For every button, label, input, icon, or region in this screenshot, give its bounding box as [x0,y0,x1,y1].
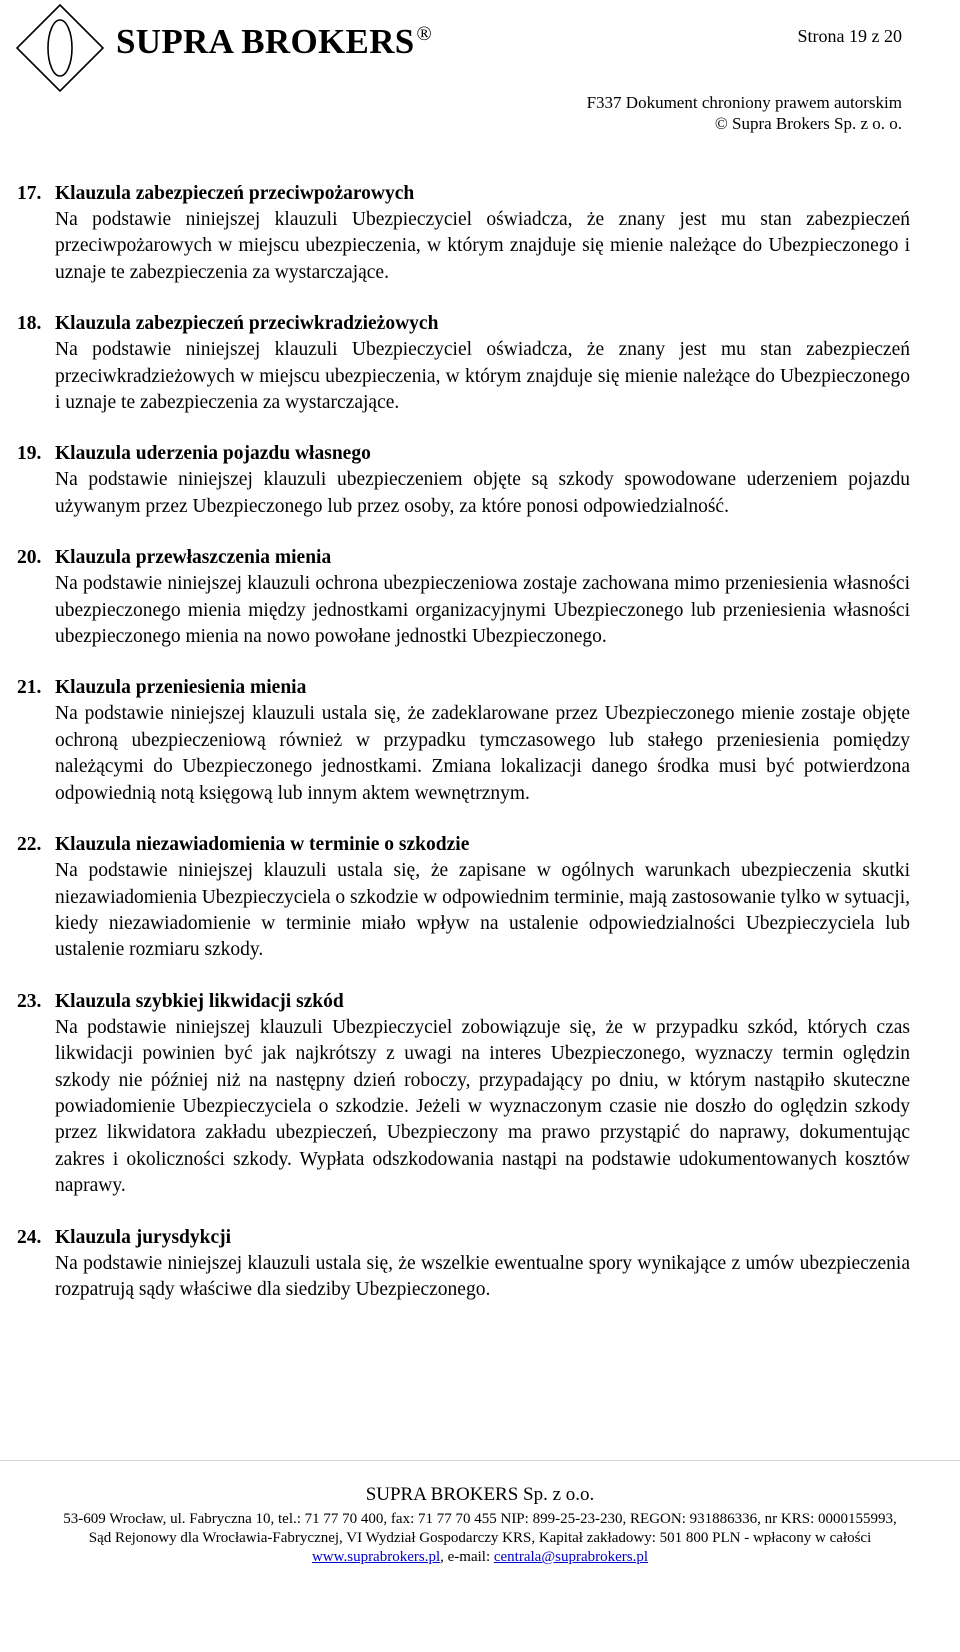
footer-divider [0,1460,960,1461]
clause-title: Klauzula przewłaszczenia mienia [55,547,332,569]
clause-heading [17,310,910,337]
clause-number: 22. [17,834,42,856]
clause-17 [17,180,910,286]
clause-body: Na podstawie niniejszej klauzuli ustala się, że wszelkie ewentualne spory wynikające z umów ubezpieczenia rozpatrują sądy właściwe dla siedziby Ubezpieczonego. [55,1252,910,1300]
email-label: , e-mail: [440,1549,494,1565]
clause-22 [17,831,910,964]
clause-24 [17,1224,910,1304]
clause-heading [17,831,910,858]
document-note: F337 Dokument chroniony prawem autorskim [586,93,902,112]
clause-body: Na podstawie niniejszej klauzuli ustala się, że zapisane w ogólnych warunkach ubezpieczenia skutki niezawiadomienia Ubezpieczyciela o szkodzie w odpowiednim terminie, mają zastosowanie tylko w sytuacji, kiedy niezawiadomienie w terminie miało wpływ na ustalenie odpowiedzialności Ubezpieczyciela lub ustalenie rozmiaru szkody. [55,860,911,961]
brand-name [116,22,432,62]
clause-18 [17,310,910,416]
clause-23 [17,988,910,1200]
clause-number: 21. [17,677,42,699]
clause-body: Na podstawie niniejszej klauzuli Ubezpieczyciel oświadcza, że znany jest mu stan zabezpieczeń przeciwpożarowych w miejscu ubezpieczenia, w którym znajduje się mienie należące do Ubezpieczonego i uznaje te zabezpieczenia za wystarczające. [55,209,910,283]
page-number: Strona 19 z 20 [797,26,902,46]
clause-heading [17,988,910,1015]
clause-title: Klauzula zabezpieczeń przeciwkradzieżowych [55,313,439,335]
clause-number: 24. [17,1226,42,1248]
clause-heading [17,674,910,701]
clauses-section [17,180,910,1327]
clause-body: Na podstawie niniejszej klauzuli Ubezpieczyciel oświadcza, że znany jest mu stan zabezpieczeń przeciwkradzieżowych w miejscu ubezpieczenia, w którym znajduje się mienie należące do Ubezpieczonego i uznaje te zabezpieczenia za wystarczające. [55,339,910,414]
clause-title: Klauzula niezawiadomienia w terminie o szkodzie [55,834,470,856]
clause-number: 20. [17,547,42,569]
clause-heading [17,440,910,467]
copyright-note [587,92,902,134]
footer [0,1484,960,1567]
copyright-line: © Supra Brokers Sp. z o. o. [714,114,902,133]
clause-21 [17,674,910,807]
clause-19 [17,440,910,520]
clause-20 [17,544,910,650]
clause-number: 17. [17,183,42,204]
registered-mark: ® [416,23,433,46]
clause-title: Klauzula zabezpieczeń przeciwpożarowych [55,183,415,204]
clause-title: Klauzula szybkiej likwidacji szkód [55,990,344,1012]
clause-body: Na podstawie niniejszej klauzuli Ubezpieczyciel zobowiązuje się, że w przypadku szkód, których czas likwidacji powinien być jak najkrótszy z uwagi na interes Ubezpieczonego, wyznaczy termin oględzin szkody nie później niż na następny dzień roboczy, przypadający po dniu, w którym nastąpiło skuteczne powiadomienie Ubezpieczyciela o szkodzie. Jeżeli w wyznaczonym czasie nie doszło do oględzin szkody przez likwidatora zakładu ubezpieczeń, Ubezpieczony ma prawo przystąpić do naprawy, dokumentując zakres i okoliczności szkody. Wypłata odszkodowania nastąpi na podstawie udokumentowanych kosztów naprawy. [55,1016,910,1197]
clause-number: 18. [17,313,42,335]
brand-text: SUPRA BROKERS [116,22,415,61]
supra-brokers-logo [14,2,106,94]
clause-body: Na podstawie niniejszej klauzuli ochrona ubezpieczeniowa zostaje zachowana mimo przeniesienia własności ubezpieczonego mienia między jednostkami organizacyjnymi Ubezpieczonego lub przeniesienia własności ubezpieczonego mienia na nowo powołane jednostki Ubezpieczonego. [55,573,910,648]
clause-body: Na podstawie niniejszej klauzuli ustala się, że zadeklarowane przez Ubezpieczonego mienie zostaje objęte ochroną ubezpieczeniową również w przypadku tymczasowego lub stałego przeniesienia pomiędzy należącymi do Ubezpieczonego jednostkami. Zmiana lokalizacji danego środka musi być potwierdzona odpowiednią notą księgową lub innym aktem wewnętrznym. [55,703,910,804]
clause-heading [17,1224,910,1251]
clause-title: Klauzula przeniesienia mienia [55,677,307,699]
clause-heading [17,544,910,571]
clause-body: Na podstawie niniejszej klauzuli ubezpieczeniem objęte są szkody spowodowane uderzeniem pojazdu używanym przez Ubezpieczonego lub przez osoby, za które ponosi odpowiedzialność. [55,469,910,517]
email-link[interactable]: centrala@suprabrokers.pl [493,1549,649,1565]
footer-contact [0,1548,960,1567]
footer-company: SUPRA BROKERS Sp. z o.o. [365,1484,595,1505]
clause-title: Klauzula uderzenia pojazdu własnego [55,443,371,465]
footer-court-info: Sąd Rejonowy dla Wrocławia-Fabrycznej, VI Wydział Gospodarczy KRS, Kapitał zakładowy: 501 800 PLN - wpłacony w całości [88,1530,872,1546]
footer-address: 53-609 Wrocław, ul. Fabryczna 10, tel.: 71 77 70 400, fax: 71 77 70 455 NIP: 899-25-23-230, REGON: 931886336, nr KRS: 0000155993, [63,1511,897,1527]
clause-number: 23. [17,990,42,1012]
clause-heading [17,180,910,207]
clause-number: 19. [17,443,42,465]
clause-title: Klauzula jurysdykcji [55,1226,232,1248]
website-link[interactable]: www.suprabrokers.pl [311,1549,441,1565]
